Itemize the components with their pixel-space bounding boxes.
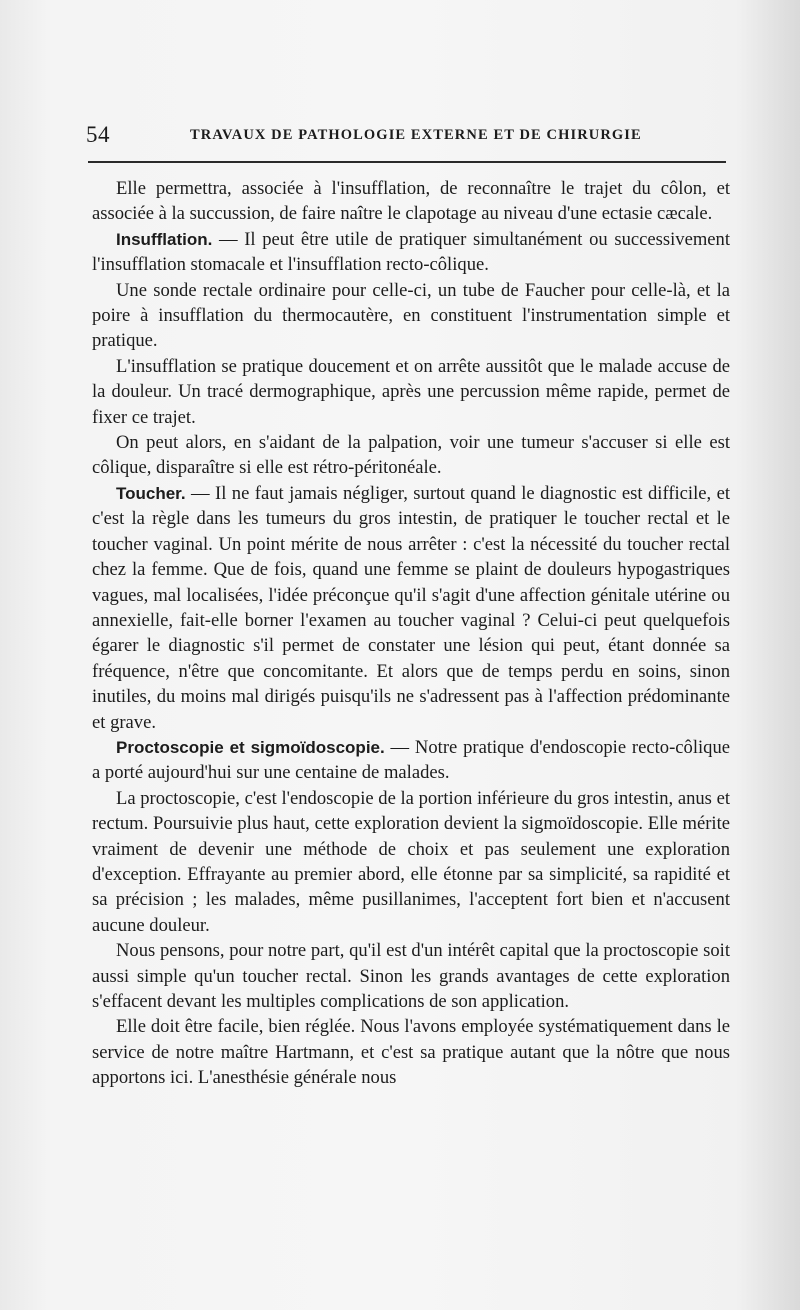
paragraph-7: [92, 735, 730, 786]
paragraph-9: [92, 938, 730, 1014]
paragraph-3: [92, 278, 730, 354]
paragraph-5-text: On peut alors, en s'aidant de la palpation, voir une tumeur s'accuser si elle est côlique, disparaître si elle est rétro-péritonéale.: [92, 432, 730, 479]
paragraph-4-text: L'insufflation se pratique doucement et on arrête aussitôt que le malade accuse de la douleur. Un tracé dermographique, après une percussion même rapide, permet de fixer ce trajet.: [92, 355, 730, 428]
paragraph-2-text: — Il peut être utile de pratiquer simultanément ou successivement l'insufflation stomacale et l'insufflation recto-côlique.: [92, 228, 730, 276]
paragraph-4: [92, 354, 730, 430]
paragraph-6: [92, 481, 730, 735]
paragraph-7-text: — Notre pratique d'endoscopie recto-côlique a porté aujourd'hui sur une centaine de malades.: [92, 736, 730, 784]
running-title: TRAVAUX DE PATHOLOGIE EXTERNE ET DE CHIRURGIE: [190, 127, 642, 143]
paragraph-8-text: La proctoscopie, c'est l'endoscopie de la portion inférieure du gros intestin, anus et rectum. Poursuivie plus haut, cette exploration devient la sigmoïdoscopie. Elle mérite vraiment de devenir une méthode de choix et pas seulement une exploration d'exception. Effrayante au premier abord, elle étonne par sa simplicité, sa rapidité et sa précision ; les malades, même pusillanimes, l'acceptent fort bien et n'accusent aucune douleur.: [92, 787, 730, 936]
paragraph-6-text: — Il ne faut jamais négliger, surtout quand le diagnostic est difficile, et c'est la règle dans les tumeurs du gros intestin, de pratiquer le toucher rectal et le toucher vaginal. Un point mérite de nous arrêter : c'est la nécessité du toucher rectal chez la femme. Que de fois, quand une femme se plaint de douleurs hypogastriques vagues, mal localisées, l'idée préconçue qu'il s'agit d'une affection génitale utérine ou annexielle, fait-elle borner l'examen au toucher vaginal ? Celui-ci peut quelquefois égarer le diagnostic s'il permet de constater une lésion qui peut, étant donnée sa fréquence, n'être que concomitante. Et alors que de temps perdu en soins, sinon inutiles, du moins mal dirigés puisqu'ils ne s'adressent pas à l'affection prédominante et grave.: [92, 482, 730, 733]
section-heading-toucher: Toucher.: [116, 483, 186, 503]
page-header: [86, 118, 726, 158]
paragraph-1-text: Elle permettra, associée à l'insufflation, de reconnaître le trajet du côlon, et associée à la succussion, de faire naître le clapotage au niveau d'une ectasie cæcale.: [92, 178, 730, 225]
body-text: [92, 176, 730, 1091]
paragraph-9-text: Nous pensons, pour notre part, qu'il est d'un intérêt capital que la proctoscopie soit aussi simple qu'un toucher rectal. Sinon les grands avantages de cette exploration s'effacent devant les multiples complications de son application.: [92, 940, 730, 1012]
paragraph-8: [92, 786, 730, 938]
paragraph-1: [92, 176, 730, 227]
page-number: 54: [86, 122, 110, 147]
section-heading-proctoscopie: Proctoscopie et sigmoïdoscopie.: [116, 737, 385, 757]
paragraph-5: [92, 430, 730, 481]
paragraph-10-text: Elle doit être facile, bien réglée. Nous l'avons employée systématiquement dans le service de notre maître Hartmann, et c'est sa pratique autant que la nôtre que nous apportons ici. L'anesthésie générale nous: [92, 1016, 730, 1089]
header-rule: [88, 161, 726, 163]
section-heading-insufflation: Insufflation.: [116, 229, 213, 249]
paragraph-2: [92, 227, 730, 278]
paragraph-3-text: Une sonde rectale ordinaire pour celle-ci, un tube de Faucher pour celle-là, et la poire à insufflation du thermocautère, en constituent l'instrumentation simple et pratique.: [92, 279, 730, 352]
paragraph-10: [92, 1014, 730, 1090]
